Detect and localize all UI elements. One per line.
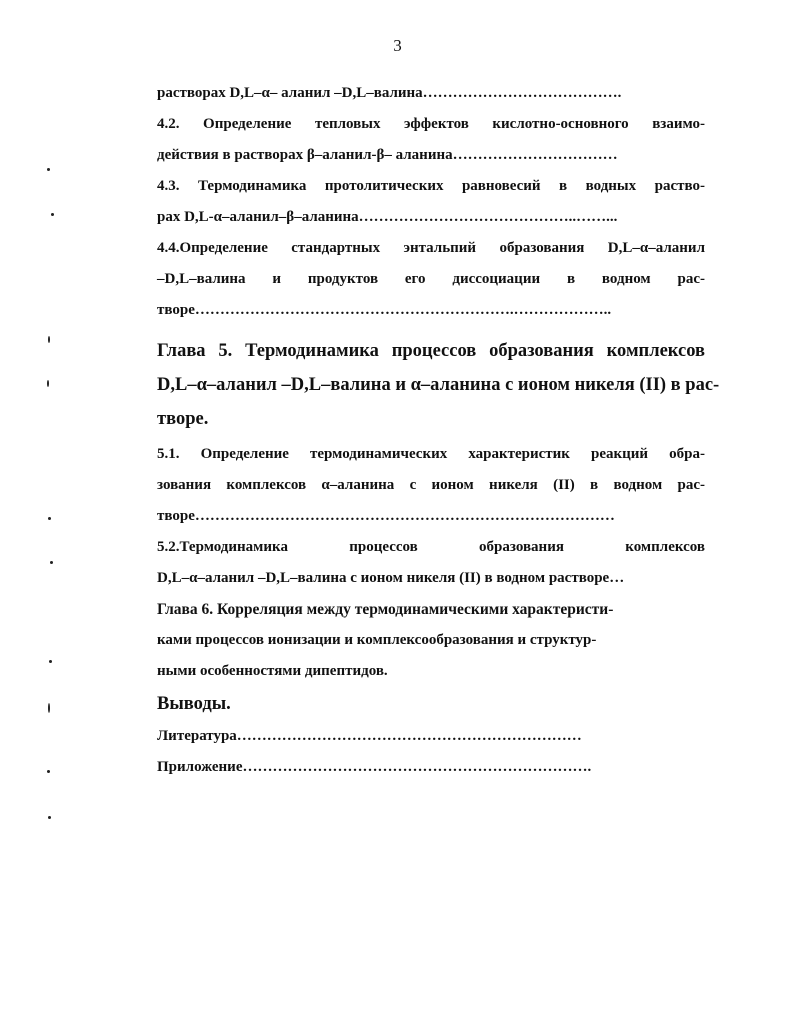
toc-entry-5-1 <box>157 439 705 532</box>
table-of-contents <box>157 78 720 783</box>
toc-entry-line: 4.4.Определение стандартных энтальпий образования D,L–α–аланил <box>157 240 705 256</box>
scan-speck <box>47 770 50 773</box>
scan-speck <box>51 213 54 216</box>
toc-conclusions: Выводы. <box>157 694 231 714</box>
scan-speck <box>48 816 51 819</box>
scan-speck <box>47 168 50 171</box>
chapter-heading-line: ками процессов ионизации и комплексообразования и структур- <box>157 632 597 648</box>
toc-entry-4-2 <box>157 109 705 171</box>
chapter-heading-line: Глава 6. Корреляция между термодинамическими характеристи- <box>157 601 614 618</box>
toc-entry-line: 5.2.Термодинамика процессов образования комплексов <box>157 539 705 555</box>
toc-entry-line: действия в растворах β–аланил-β– аланина…………………………… <box>157 147 618 163</box>
toc-entry-4-1-continued: растворах D,L–α– аланил –D,L–валина…………………………………. <box>157 85 622 101</box>
toc-chapter-5 <box>157 334 720 436</box>
toc-entry-4-4 <box>157 233 705 326</box>
toc-entry-5-2 <box>157 532 705 594</box>
scan-speck <box>49 660 52 663</box>
scan-speck <box>48 703 50 713</box>
toc-appendix: Приложение……………………………………………………………. <box>157 759 592 775</box>
toc-entry-line: зования комплексов α–аланина с ионом никеля (II) в водном рас- <box>157 477 705 493</box>
toc-entry-4-3 <box>157 171 705 233</box>
toc-chapter-6 <box>157 594 705 687</box>
toc-entry-line: творе………………………………………………………………………… <box>157 508 615 524</box>
toc-entry-line: –D,L–валина и продуктов его диссоциации в водном рас- <box>157 271 705 287</box>
scan-speck <box>48 517 51 520</box>
chapter-heading-line: D,L–α–аланил –D,L–валина и α–аланина с ионом никеля (II) в рас- <box>157 375 720 395</box>
chapter-heading-line: Глава 5. Термодинамика процессов образования комплексов <box>157 341 705 361</box>
chapter-heading-line: ными особенностями дипептидов. <box>157 663 388 679</box>
page-number: 3 <box>393 36 402 55</box>
toc-entry-line: 5.1. Определение термодинамических характеристик реакций обра- <box>157 446 705 462</box>
toc-entry-line: D,L–α–аланил –D,L–валина с ионом никеля (II) в водном растворе… <box>157 570 625 586</box>
toc-entry-line: 4.2. Определение тепловых эффектов кислотно-основного взаимо- <box>157 116 705 132</box>
scan-speck <box>50 561 53 564</box>
chapter-heading-line: творе. <box>157 409 209 429</box>
scan-speck <box>48 336 50 343</box>
toc-entry-line: творе……………………………………………………….……………….. <box>157 302 612 318</box>
toc-entry-line: рах D,L-α–аланил–β–аланина……………………………………..……... <box>157 209 618 225</box>
scan-speck <box>47 380 49 387</box>
toc-entry-line: 4.3. Термодинамика протолитических равновесий в водных раство- <box>157 178 705 194</box>
toc-literature: Литература…………………………………………………………… <box>157 728 582 744</box>
